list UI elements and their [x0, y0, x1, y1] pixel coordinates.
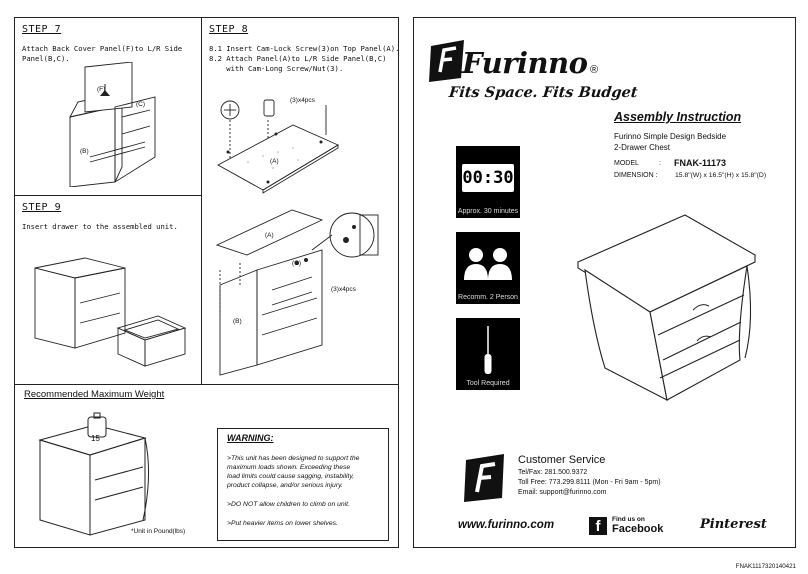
service-title: Customer Service [518, 454, 606, 466]
assembly-title: Assembly Instruction [614, 110, 742, 124]
divider-vertical [201, 17, 202, 384]
step7-label-c: (C) [136, 101, 146, 108]
warning-line-3: >Put heavier items on lower shelves. [227, 520, 338, 527]
time-tile [456, 146, 520, 218]
step8-illustration-assembly [212, 205, 392, 380]
timer-value: 00:30 [462, 168, 514, 188]
weight-illustration [35, 405, 165, 545]
facebook-link[interactable] [589, 515, 669, 539]
people-caption: Recomm. 2 Person [458, 294, 518, 301]
model-colon: : [659, 160, 661, 167]
website-link[interactable]: www.furinno.com [458, 519, 555, 531]
people-tile [456, 232, 520, 304]
document-code: FNAK11173201404​21 [735, 563, 796, 570]
service-tollfree: Toll Free: 773.299.8111 (Mon - Fri 9am - 5pm) [518, 479, 661, 486]
step8-panel-b-label: (B) [233, 318, 242, 325]
step8-title: STEP 8 [209, 24, 249, 35]
service-tel: Tel/Fax: 281.500.9372 [518, 469, 588, 476]
weight-unit-note: *Unit in Pound(lbs) [131, 528, 186, 535]
step7-label-f: (F) [97, 86, 106, 93]
warning-line-2: >DO NOT allow children to climb on unit. [227, 501, 350, 508]
warning-line-1d: product collapse, and/or serious injury. [227, 482, 343, 489]
brand-registered: ® [590, 64, 599, 76]
warning-line-1c: load limits could cause sagging, instability, [227, 473, 355, 480]
model-label: MODEL [614, 160, 639, 167]
step8-screw-label-top: (3)x4pcs [290, 97, 315, 104]
furinno-logo-small-icon [462, 452, 508, 504]
weight-value: 15 [91, 434, 100, 443]
warning-title: WARNING: [227, 433, 274, 443]
facebook-big-text: Facebook [612, 523, 664, 535]
facebook-icon: f [589, 517, 607, 535]
step8-panel-c-label: (C) [292, 260, 302, 267]
warning-line-1a: >This unit has been designed to support the [227, 455, 360, 462]
dimension-label: DIMENSION : [614, 172, 658, 179]
dimension-value: 15.8"(W) x 16.5"(H) x 15.8"(D) [675, 172, 767, 179]
step9-title: STEP 9 [22, 202, 62, 213]
step8-illustration-top [208, 90, 343, 195]
tool-caption: Tool Required [466, 380, 510, 387]
step7-label-b: (B) [80, 148, 89, 155]
model-value: FNAK-11173 [674, 158, 727, 168]
two-person-icon [462, 246, 514, 282]
step7-illustration [60, 62, 170, 187]
product-name-line2: 2-Drawer Chest [614, 143, 671, 152]
tool-tile [456, 318, 520, 390]
step9-illustration [30, 248, 195, 373]
product-name-line1: Furinno Simple Design Bedside [614, 132, 727, 141]
brand-name: Furinno [462, 46, 588, 80]
step9-text: Insert drawer to the assembled unit. [22, 222, 178, 231]
pinterest-link[interactable]: Pinterest [700, 517, 767, 532]
step7-text: Attach Back Cover Panel(F)to L/R Side Panel(B,C). [22, 44, 183, 63]
service-email: Email: support@furinno.com [518, 489, 607, 496]
brand-tagline: Fits Space. Fits Budget [448, 84, 639, 101]
screwdriver-icon [480, 324, 496, 376]
step8-screw-label-side: (3)x4pcs [331, 286, 356, 293]
step8-text: 8.1 Insert Cam-Lock Screw(3)on Top Panel(A). 8.2 Attach Panel(A)to L/R Side Panel(B,C) with Cam-Long Screw/Nut(3). [209, 44, 400, 73]
step8-panel-a-label-top: (A) [270, 158, 279, 165]
step7-title: STEP 7 [22, 24, 62, 35]
nightstand-illustration [575, 210, 760, 410]
step8-panel-a-label: (A) [265, 232, 274, 239]
weight-title: Recommended Maximum Weight [24, 389, 165, 400]
facebook-small-text: Find us on [612, 516, 645, 523]
divider-horizontal-bottom [14, 384, 399, 385]
divider-horizontal-top [14, 195, 201, 196]
warning-line-1b: maximum loads shown. Exceeding these [227, 464, 351, 471]
time-caption: Approx. 30 minutes [457, 208, 519, 215]
